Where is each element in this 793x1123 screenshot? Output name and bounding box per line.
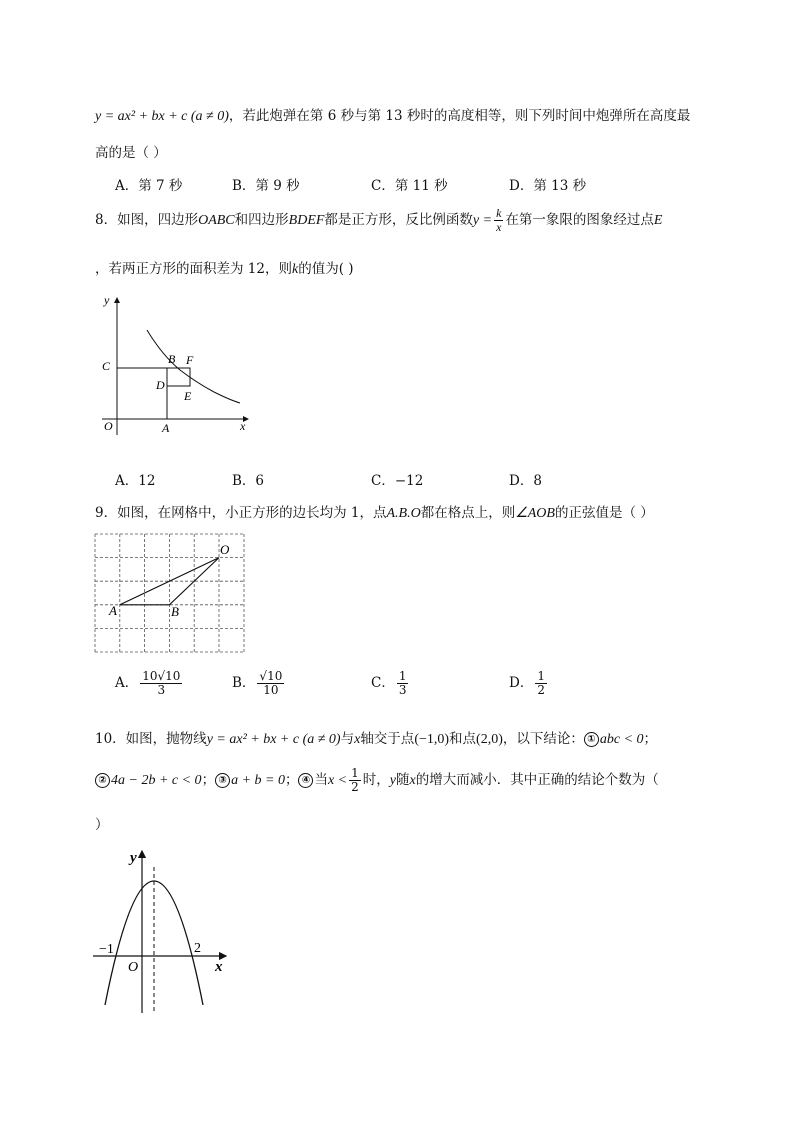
q8-label-f: F: [186, 353, 194, 367]
q9-option-d-frac: [535, 670, 547, 697]
q8-figure: [92, 290, 262, 440]
q9-a-den: 3: [157, 683, 166, 697]
q10-circle-3: ③: [215, 773, 230, 788]
q8-label-d: D: [156, 378, 165, 392]
q10-formula: y = ax² + bx + c (a ≠ 0): [206, 732, 341, 747]
q8-line2b: 的值为( ): [298, 261, 354, 277]
q9-a-num: 10√10: [142, 669, 181, 683]
q10-pt1: (−1,0): [414, 732, 450, 747]
q10-label-o: O: [128, 960, 139, 975]
q10-parabola-figure: [90, 845, 240, 1015]
q10-mid4: ，以下结论：: [502, 731, 584, 747]
q10-c4-x2: x: [409, 773, 416, 788]
q7-line2: 高的是（ ）: [95, 145, 167, 161]
q9-suffix: 的正弦值是（ ）: [554, 505, 654, 521]
q8-fraction: [494, 207, 503, 234]
q8-fn-lhs: y =: [472, 213, 493, 228]
q8-point: E: [653, 213, 663, 228]
q9-option-a-frac: [140, 670, 182, 697]
q9-label-b: B: [171, 604, 179, 619]
q8-line2a: ，若两正方形的面积差为 12，则: [95, 261, 292, 277]
q9-d-den: 2: [537, 683, 545, 697]
q10-label-minus1: −1: [99, 942, 114, 957]
q8-label-b: B: [168, 352, 176, 366]
q10-mid1: 与: [340, 731, 355, 747]
q8-label-x: x: [240, 419, 246, 433]
q9-grid-figure: [94, 533, 246, 654]
q10-label-y: y: [130, 850, 137, 866]
q10-c4-post: 时，: [362, 772, 390, 788]
q8-mid1: 和四边形: [234, 212, 289, 228]
q10-c1-expr: abc < 0: [599, 732, 644, 747]
q9-option-a: [115, 670, 184, 697]
q8-shape2: BDEF: [288, 213, 325, 228]
q9-label-o: O: [220, 542, 230, 557]
q8-line2: [95, 257, 354, 278]
q10-c4-mid: 随: [396, 772, 410, 788]
q9-mid: 都在格点上，则: [420, 505, 516, 521]
q7-line1: [95, 104, 690, 125]
q10-c3-expr: a + b = 0: [231, 773, 285, 788]
q9-line1: [95, 501, 654, 522]
q10-label-x: x: [215, 959, 223, 975]
q9-option-b: [232, 670, 286, 697]
q9-option-b-label: B．: [232, 675, 256, 691]
q10-prefix: 10．如图，抛物线: [95, 731, 207, 747]
q10-circle-2: ②: [95, 773, 110, 788]
q10-label-2: 2: [194, 941, 201, 956]
q8-mid3: 在第一象限的图象经过点: [505, 212, 654, 228]
q10-c4-tail: 的增大而减小．其中正确的结论个数为（: [415, 772, 659, 788]
q9-label-a: A: [109, 603, 117, 618]
q9-b-num: √10: [259, 669, 283, 683]
q9-option-c-frac: [397, 670, 409, 697]
q8-option-b: B．6: [232, 473, 265, 489]
q8-label-e: E: [184, 389, 192, 403]
q7-option-c: C．第 11 秒: [371, 178, 448, 194]
q8-label-o: O: [104, 419, 113, 433]
q9-option-b-frac: [257, 670, 284, 697]
q10-c2-expr: 4a − 2b + c < 0: [111, 773, 202, 788]
q8-option-d: D．8: [509, 473, 542, 489]
q10-mid3: 和点: [449, 731, 477, 747]
q8-shape1: OABC: [198, 213, 235, 228]
q10-line3: ）: [95, 817, 109, 833]
q10-circle-4: ④: [298, 773, 313, 788]
q10-sep1: ；: [643, 731, 658, 747]
q10-pt2: (2,0): [476, 732, 503, 747]
q8-mid2: 都是正方形，反比例函数: [324, 212, 473, 228]
q10-c4-pre: 当: [314, 772, 328, 788]
q10-mid2: 轴交于点: [360, 731, 415, 747]
q8-label-c: C: [102, 359, 111, 373]
q8-line1: [95, 205, 662, 236]
q10-sep2: ；: [201, 772, 216, 788]
q9-option-a-label: A．: [115, 675, 139, 691]
q9-points: A.B.O: [386, 506, 421, 521]
q10-c4-x: x <: [327, 773, 348, 788]
q8-option-a: A．12: [115, 473, 156, 489]
q9-option-d-label: D．: [509, 675, 534, 691]
q10-sep3: ；: [284, 772, 299, 788]
q8-line2k: k: [291, 262, 299, 277]
q9-c-den: 3: [398, 683, 407, 697]
q8-label-a: A: [162, 421, 170, 435]
q7-option-b: B．第 9 秒: [232, 178, 300, 194]
q10-c4-y: y: [389, 773, 396, 788]
q10-line2: [95, 765, 659, 796]
q10-line1: [95, 727, 657, 748]
q9-prefix: 9．如图，在网格中，小正方形的边长均为 1，点: [95, 505, 387, 521]
q9-option-c-label: C．: [371, 675, 395, 691]
q10-c4-num: 1: [351, 766, 359, 780]
q8-prefix: 8．如图，四边形: [95, 212, 199, 228]
q9-angle: ∠AOB: [515, 506, 555, 521]
q7-option-d: D．第 13 秒: [509, 178, 587, 194]
q10-c4-frac: [349, 767, 361, 794]
q8-option-c: C．−12: [371, 473, 424, 489]
q10-circle-1: ①: [584, 732, 599, 747]
q7-option-a: A．第 7 秒: [115, 178, 183, 194]
q7-formula: y = ax² + bx + c (a ≠ 0): [95, 109, 229, 124]
q8-frac-num: k: [496, 206, 502, 220]
q9-b-den: 10: [263, 683, 279, 697]
q7-text: ，若此炮弹在第 6 秒与第 13 秒时的高度相等，则下列时间中炮弹所在高度最: [228, 108, 691, 124]
q9-option-c: [371, 670, 410, 697]
q10-c4-den: 2: [351, 780, 359, 794]
q8-frac-den: x: [496, 220, 502, 234]
q9-c-num: 1: [398, 669, 407, 683]
q9-d-num: 1: [537, 669, 545, 683]
q10-x1: x: [354, 732, 361, 747]
q9-option-d: [509, 670, 549, 697]
q8-label-y: y: [104, 293, 110, 307]
